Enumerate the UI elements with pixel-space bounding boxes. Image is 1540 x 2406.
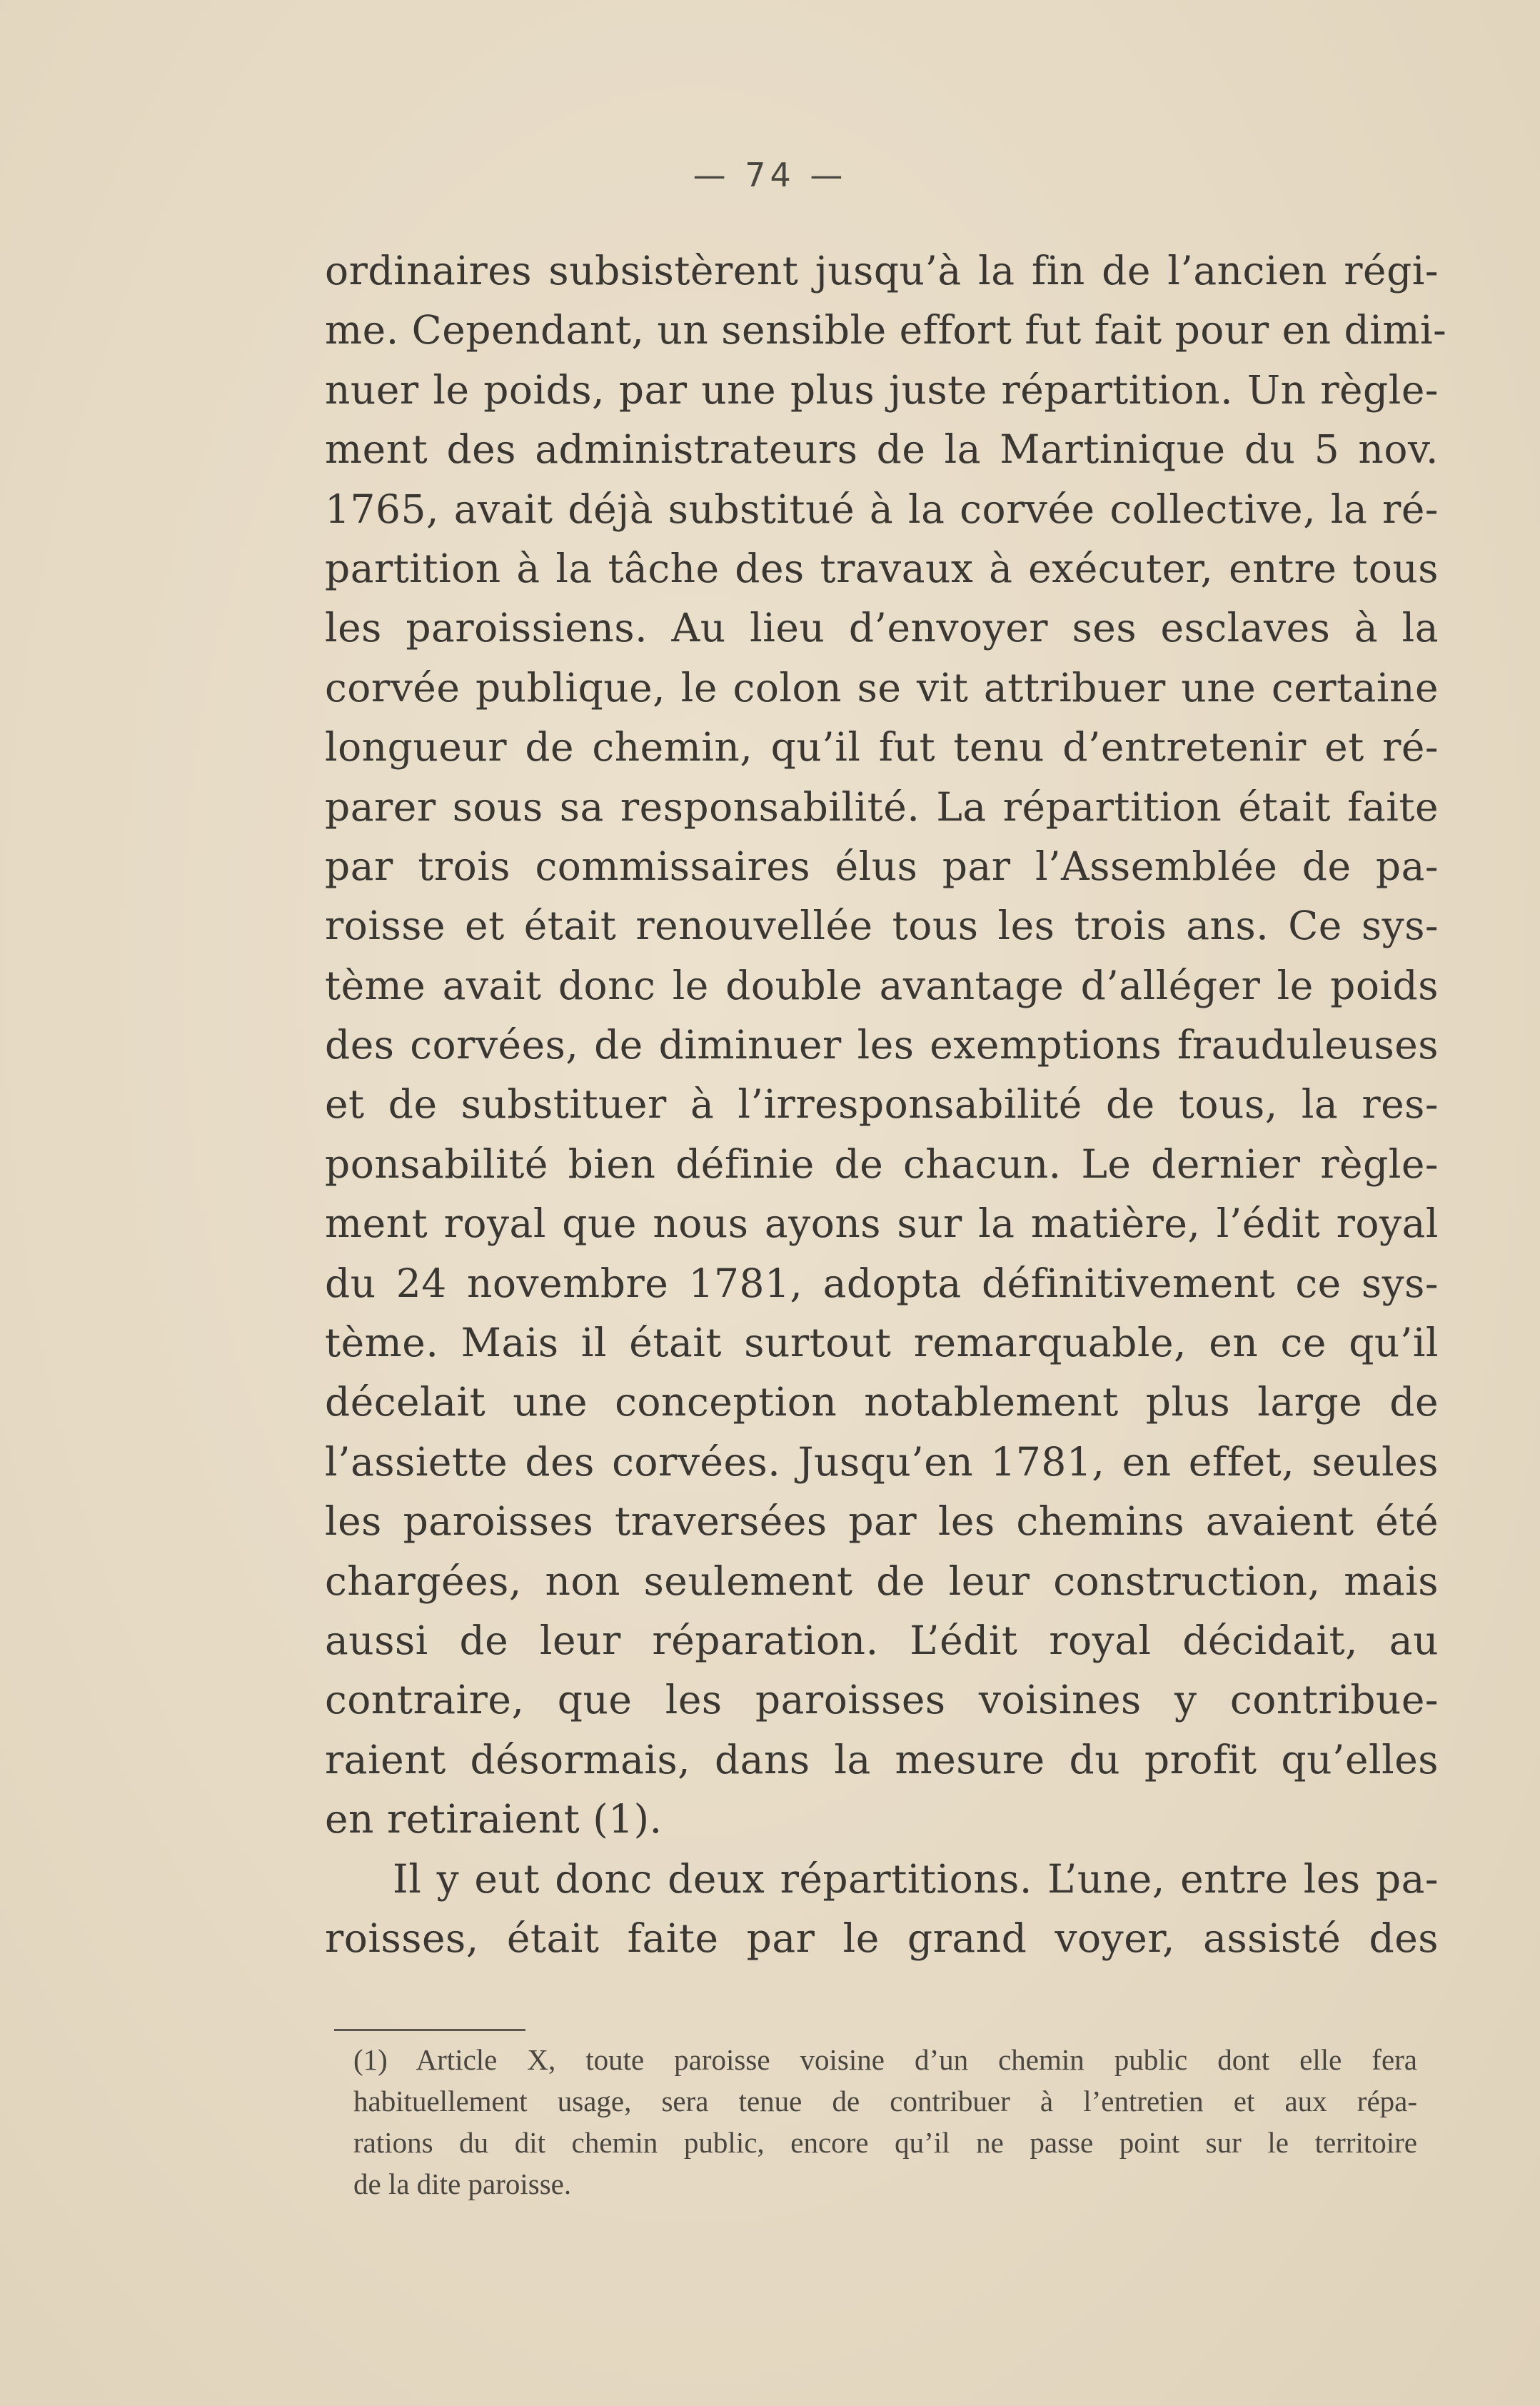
footnote-divider	[334, 2029, 525, 2031]
text-line: roisse et était renouvellée tous les trois ans. Ce sys-	[325, 903, 1439, 949]
text-line: et de substituer à l’irresponsabilité de tous, la res-	[325, 1081, 1439, 1128]
text-line: décelait une conception notablement plus large de	[325, 1379, 1439, 1425]
footnote-line: de la dite paroisse.	[353, 2167, 572, 2200]
text-line: les paroisses traversées par les chemins avaient été	[325, 1498, 1439, 1545]
text-line: roisses, était faite par le grand voyer, assisté des	[325, 1915, 1439, 1961]
text-line: aussi de leur réparation. L’édit royal décidait, au	[325, 1617, 1439, 1663]
text-line: chargées, non seulement de leur construction, mais	[325, 1558, 1439, 1604]
text-line: ment royal que nous ayons sur la matière, l’édit royal	[325, 1201, 1439, 1247]
text-line: par trois commissaires élus par l’Assemblée de pa-	[325, 843, 1439, 889]
text-line: tème. Mais il était surtout remarquable, en ce qu’il	[325, 1320, 1439, 1366]
text-line-paragraph-start: Il y eut donc deux répartitions. L’une, entre les pa-	[393, 1855, 1439, 1902]
footnote-line: (1) Article X, toute paroisse voisine d’un chemin public dont elle fera	[353, 2043, 1417, 2076]
text-line: parer sous sa responsabilité. La répartition était faite	[325, 783, 1439, 830]
text-line: les paroissiens. Au lieu d’envoyer ses esclaves à la	[325, 605, 1439, 651]
footnote	[353, 2039, 1417, 2205]
text-line: 1765, avait déjà substitué à la corvée collective, la ré-	[325, 486, 1439, 532]
footnote-line: rations du dit chemin public, encore qu’il ne passe point sur le territoire	[353, 2126, 1417, 2159]
text-line: raient désormais, dans la mesure du profit qu’elles	[325, 1736, 1439, 1783]
text-line: contraire, que les paroisses voisines y contribue-	[325, 1677, 1439, 1723]
footnote-line: habituellement usage, sera tenue de contribuer à l’entretien et aux répa-	[353, 2085, 1417, 2117]
text-line: des corvées, de diminuer les exemptions frauduleuses	[325, 1022, 1439, 1068]
text-line: du 24 novembre 1781, adopta définitivement ce sys-	[325, 1260, 1439, 1306]
text-line-paragraph-end: en retiraient (1).	[325, 1796, 663, 1843]
text-line: tème avait donc le double avantage d’alléger le poids	[325, 962, 1439, 1008]
text-line: ponsabilité bien définie de chacun. Le dernier règle-	[325, 1141, 1439, 1187]
text-line: corvée publique, le colon se vit attribuer une certaine	[325, 664, 1439, 711]
page-number: — 74 —	[693, 156, 847, 194]
text-line: nuer le poids, par une plus juste répartition. Un règle-	[325, 366, 1439, 413]
text-line: ordinaires subsistèrent jusqu’à la fin de l’ancien régi-	[325, 248, 1439, 294]
text-line: ment des administrateurs de la Martinique du 5 nov.	[325, 426, 1439, 473]
text-line: me. Cependant, un sensible effort fut fait pour en dimi-	[325, 307, 1447, 354]
text-line: longueur de chemin, qu’il fut tenu d’entretenir et ré-	[325, 724, 1439, 771]
body-text	[325, 241, 1447, 1968]
text-line: l’assiette des corvées. Jusqu’en 1781, en effet, seules	[325, 1438, 1439, 1485]
text-line: partition à la tâche des travaux à exécuter, entre tous	[325, 545, 1439, 591]
